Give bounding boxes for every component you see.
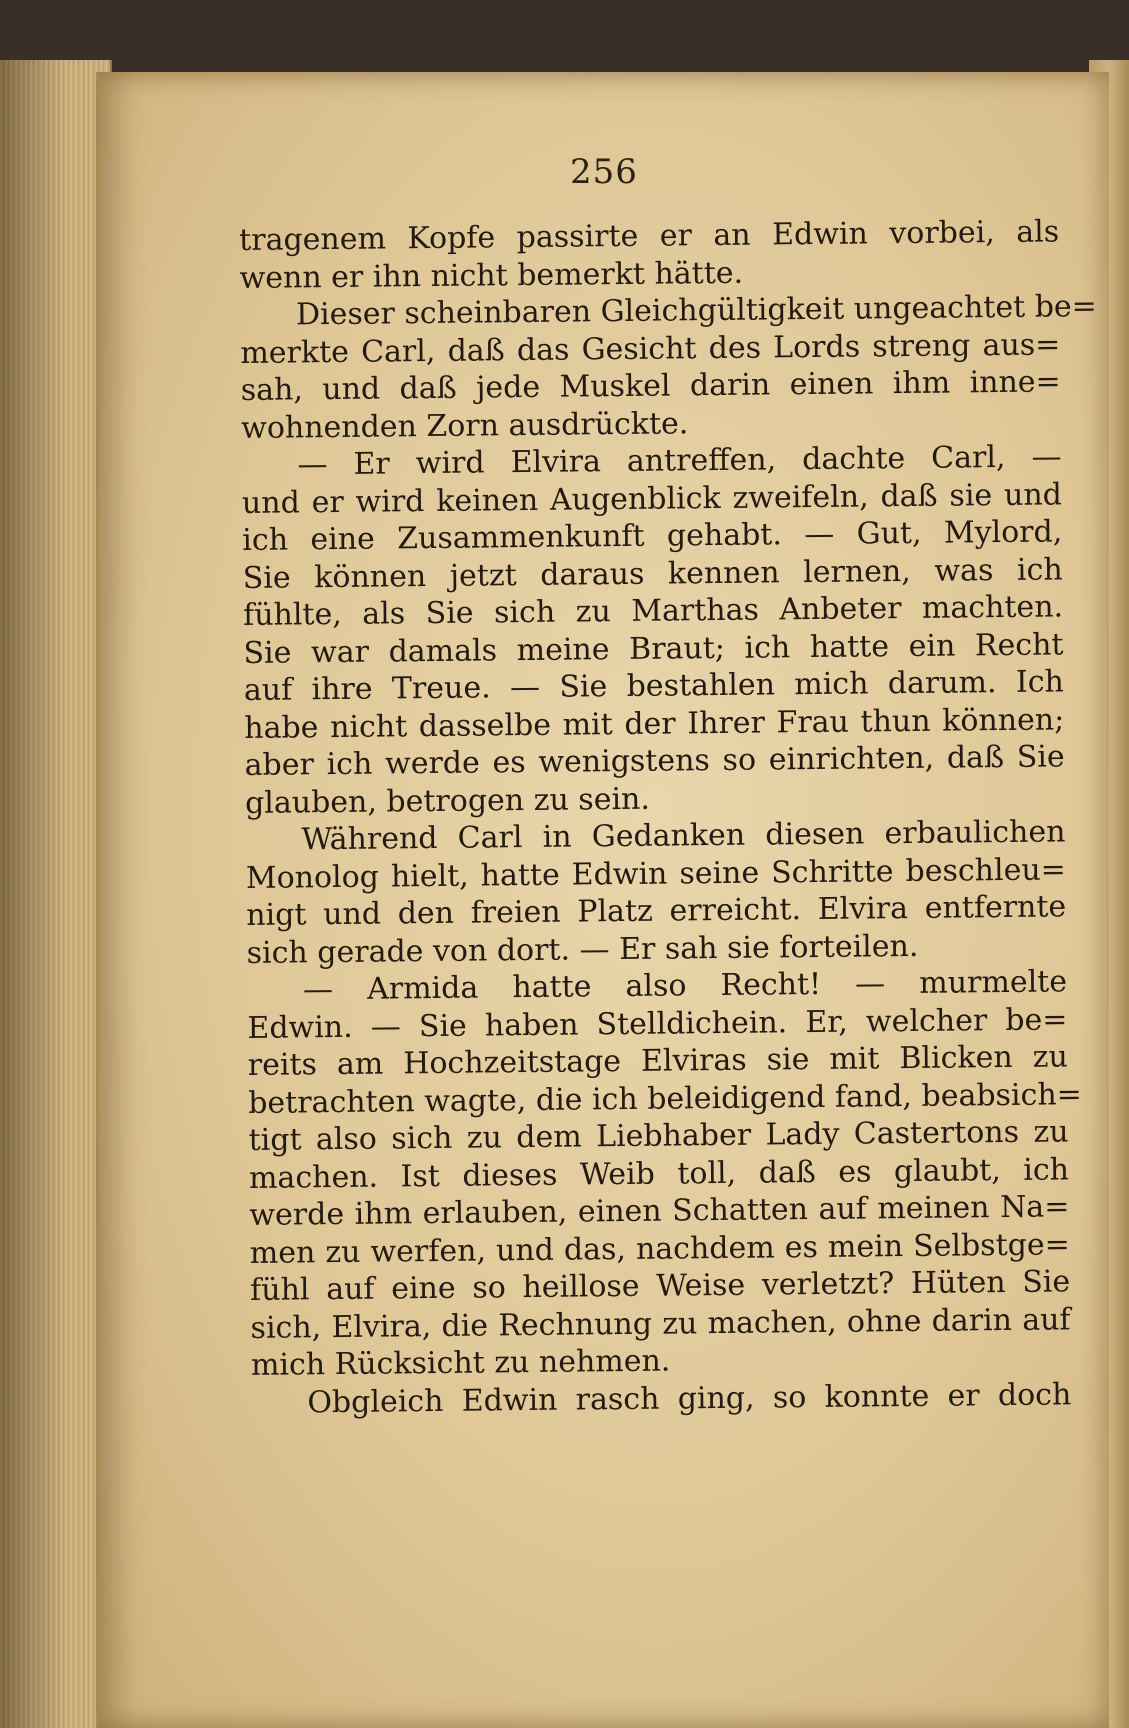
text-line: werde ihm erlauben, einen Schatten auf meinen Na=	[249, 1189, 1070, 1233]
text-line: Monolog hielt, hatte Edwin seine Schritte beschleu=	[245, 851, 1067, 896]
text-line: fühl auf eine so heillose Weise verletzt? Hüten Sie	[250, 1264, 1071, 1308]
text-line: Dieser scheinbaren Gleichgültigkeit ungeachtet be=	[295, 289, 1098, 333]
text-line: glauben, betrogen zu sein.	[244, 781, 651, 821]
text-line: sah, und daß jede Muskel darin einen ihm inne=	[240, 364, 1061, 408]
book-page	[96, 72, 1109, 1728]
text-line: machen. Ist dieses Weib toll, daß es glaubt, ich	[248, 1151, 1070, 1196]
page-number: 256	[570, 152, 638, 192]
text-line: wohnenden Zorn ausdrückte.	[240, 405, 689, 446]
text-line: merkte Carl, daß das Gesicht des Lords streng aus=	[240, 326, 1061, 371]
text-line: men zu werfen, und das, nachdem es mein Selbstge=	[249, 1226, 1070, 1271]
text-line: auf ihre Treue. — Sie bestahlen mich darum. Ich	[243, 664, 1065, 708]
text-line: Sie war damals meine Braut; ich hatte ein Recht	[243, 626, 1064, 671]
text-line: Sie können jetzt daraus kennen lernen, was ich	[242, 551, 1063, 596]
body-text	[239, 213, 1098, 1422]
text-line: reits am Hochzeitstage Elviras sie mit Blicken zu	[247, 1039, 1068, 1083]
text-line: tragenem Kopfe passirte er an Edwin vorbei, als	[239, 214, 1060, 258]
text-line: sich gerade von dort. — Er sah sie forteilen.	[246, 928, 919, 971]
text-line: wenn er ihn nicht bemerkt hätte.	[239, 255, 744, 296]
text-line: sich, Elvira, die Rechnung zu machen, ohne darin auf	[250, 1301, 1071, 1346]
text-line: Obgleich Edwin rasch ging, so konnte er doch	[307, 1376, 1072, 1420]
text-line: habe nicht dasselbe mit der Ihrer Frau thun können;	[244, 701, 1065, 746]
text-line: — Er wird Elvira antreffen, dachte Carl, —	[297, 439, 1062, 483]
text-line: betrachten wagte, die ich beleidigend fand, beabsich=	[248, 1076, 1083, 1121]
text-line: — Armida hatte also Recht! — murmelte	[302, 964, 1068, 1008]
text-line: Edwin. — Sie haben Stelldichein. Er, welcher be=	[247, 1001, 1068, 1046]
text-line: und er wird keinen Augenblick zweifeln, daß sie und	[241, 476, 1063, 521]
text-line: mich Rücksicht zu nehmen.	[250, 1343, 671, 1383]
text-line: aber ich werde es wenigstens so einrichten, daß Sie	[244, 739, 1065, 783]
text-line: Während Carl in Gedanken diesen erbaulichen	[301, 814, 1066, 858]
text-line: tigt also sich zu dem Liebhaber Lady Castertons zu	[248, 1114, 1069, 1158]
text-line: nigt und den freien Platz erreicht. Elvira entfernte	[246, 889, 1067, 933]
text-line: ich eine Zusammenkunft gehabt. — Gut, Mylord,	[242, 514, 1063, 558]
text-line: fühlte, als Sie sich zu Marthas Anbeter machten.	[242, 589, 1064, 633]
